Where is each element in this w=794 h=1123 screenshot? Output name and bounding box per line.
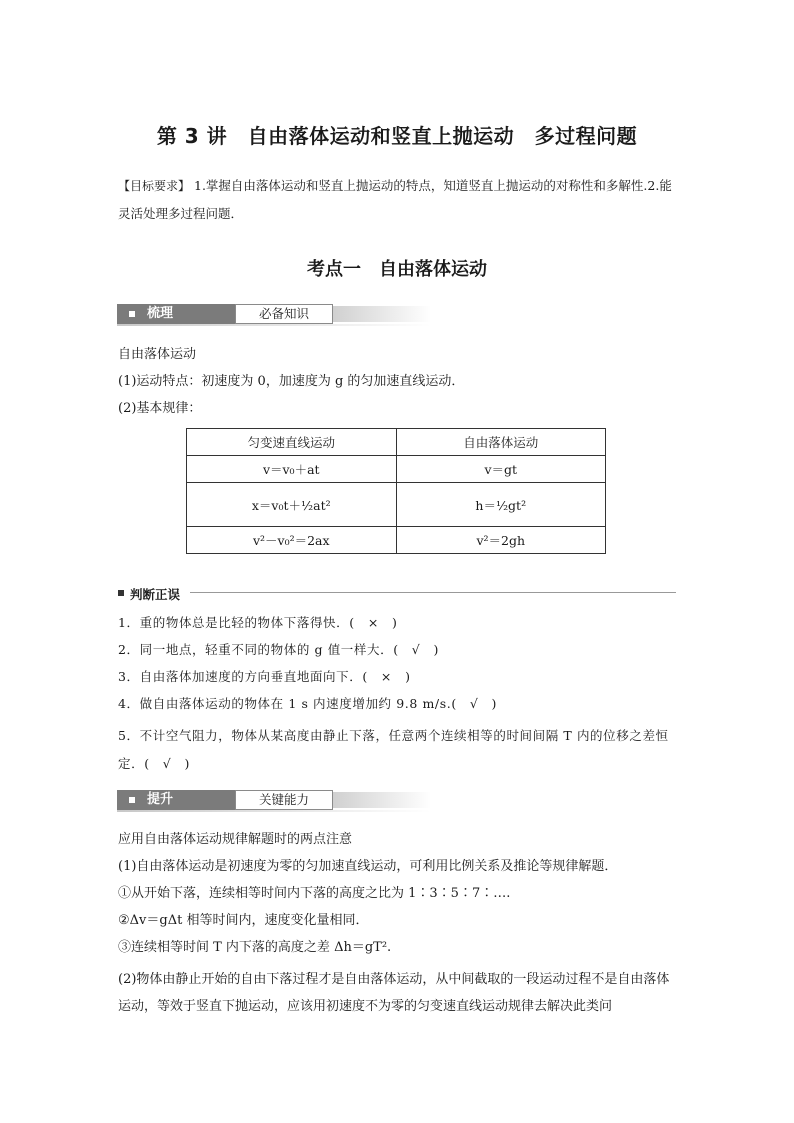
concept-heading: 自由落体运动 [118,347,197,362]
bar-dark-tab [117,790,235,810]
table-row [187,456,606,483]
concept-feature: (1)运动特点：初速度为 0，加速度为 g 的匀加速直线运动． [118,374,465,389]
judge-label: 判断正误 [130,587,181,602]
section-title: 考点一 自由落体运动 [307,259,487,280]
ability-point: ①从开始下落，连续相等时间内下落的高度之比为 1∶3∶5∶7∶…. [118,886,511,901]
judge-item: 4．做自由落体运动的物体在 1 s 内速度增加约 9.8 m/s.( √ ) [118,696,498,711]
bar-underline [117,324,431,326]
table-cell: v²－v₀²＝2ax [187,527,397,554]
bar-dark-label: 梳理 [147,306,174,321]
judge-header [118,586,676,600]
section-bar-review [117,302,431,326]
bar-dark-label: 提升 [147,792,174,807]
bar-light-label: 关键能力 [235,790,333,810]
table-header-row [187,429,606,456]
goal-paragraph [118,172,678,227]
rules-table [186,428,606,554]
table-cell: v＝gt [396,456,606,483]
square-bullet-icon [129,311,135,317]
table-cell: h＝½gt² [396,483,606,527]
bar-light-label: 必备知识 [235,304,333,324]
table-cell: v²＝2gh [396,527,606,554]
concept-laws: (2)基本规律： [118,401,202,416]
section-bar-improve [117,788,431,812]
table-cell: v＝v₀＋at [187,456,397,483]
table-cell: x＝v₀t＋½at² [187,483,397,527]
bar-fade [333,306,431,322]
square-bullet-icon [118,590,124,596]
ability-point: ③连续相等时间 T 内下落的高度之差 Δh＝gT². [118,940,392,955]
square-bullet-icon [129,797,135,803]
bar-fade [333,792,431,808]
divider [190,592,676,593]
bar-dark-tab [117,304,235,324]
bar-underline [117,810,431,812]
table-header: 匀变速直线运动 [187,429,397,456]
judge-item: 1．重的物体总是比轻的物体下落得快．( × ) [118,615,398,630]
goal-text: 1.掌握自由落体运动和竖直上抛运动的特点，知道竖直上抛运动的对称性和多解性.2.能灵活处理多过程问题． [118,178,672,221]
ability-para: (2)物体由静止开始的自由下落过程才是自由落体运动，从中间截取的一段运动过程不是自由落体运动，等效于竖直下抛运动，应该用初速度不为零的匀变速直线运动规律去解决此类问 [118,972,670,1014]
ability-para: (1)自由落体运动是初速度为零的匀加速直线运动，可利用比例关系及推论等规律解题． [118,859,618,874]
judge-item: 3．自由落体加速度的方向垂直地面向下．( × ) [118,669,411,684]
table-row [187,527,606,554]
ability-point: ②Δv＝gΔt 相等时间内，速度变化量相同． [118,913,369,928]
judge-item: 5．不计空气阻力，物体从某高度由静止下落，任意两个连续相等的时间间隔 T 内的位移之差恒定．( √ ) [118,728,669,771]
page-title: 第 3 讲 自由落体运动和竖直上抛运动 多过程问题 [156,124,638,148]
judge-item: 2．同一地点，轻重不同的物体的 g 值一样大．( √ ) [118,642,439,657]
goal-label: 【目标要求】 [118,179,191,193]
table-row [187,483,606,527]
ability-heading: 应用自由落体运动规律解题时的两点注意 [118,832,353,847]
table-header: 自由落体运动 [396,429,606,456]
